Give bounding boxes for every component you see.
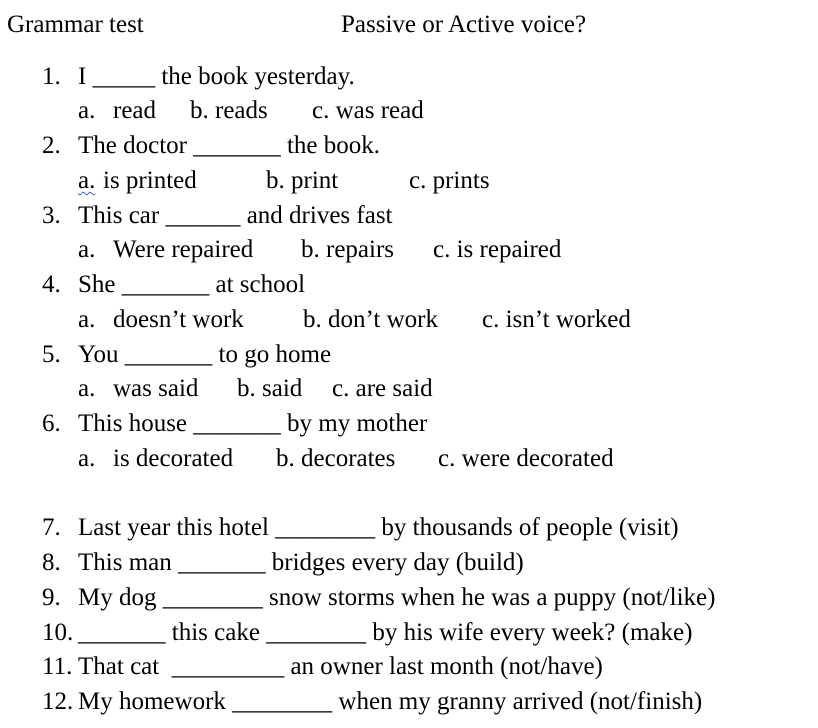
- option-a: doesn’t work: [113, 306, 244, 333]
- question-number: 5.: [42, 341, 61, 368]
- question-text: This house _______ by my mother: [78, 410, 428, 437]
- question-number: 9.: [42, 584, 61, 611]
- worksheet-title: Grammar test: [7, 11, 144, 38]
- option-a: is printed: [103, 167, 197, 194]
- question-text: My dog ________ snow storms when he was a puppy (not/like): [78, 584, 716, 611]
- option-c: c. prints: [409, 167, 490, 194]
- question-number: 7.: [42, 514, 61, 541]
- option-a: was said: [113, 375, 199, 402]
- option-b: b. repairs: [301, 236, 395, 263]
- question-text: This man _______ bridges every day (build): [78, 549, 524, 576]
- question-number: 4.: [42, 271, 61, 298]
- option-b: b. said: [237, 375, 303, 402]
- option-a: read: [113, 97, 157, 124]
- option-b: b. don’t work: [303, 306, 438, 333]
- question-number: 3.: [42, 202, 61, 229]
- question-number: 11.: [42, 653, 73, 680]
- option-c: c. isn’t worked: [482, 306, 631, 333]
- question-number: 2.: [42, 132, 61, 159]
- question-number: 12.: [42, 688, 74, 715]
- option-c: c. were decorated: [438, 445, 614, 472]
- option-b: b. reads: [190, 97, 268, 124]
- option-b: b. decorates: [276, 445, 396, 472]
- option-c: c. is repaired: [433, 236, 562, 263]
- option-a: Were repaired: [113, 236, 254, 263]
- question-text: This car ______ and drives fast: [78, 202, 393, 229]
- option-a: is decorated: [113, 445, 234, 472]
- option-label: a.: [78, 167, 96, 194]
- question-text: My homework ________ when my granny arrived (not/finish): [78, 688, 703, 715]
- question-text: _______ this cake ________ by his wife every week? (make): [78, 619, 693, 646]
- option-label: a.: [78, 375, 96, 402]
- question-number: 10.: [42, 619, 74, 646]
- question-number: 1.: [42, 63, 61, 90]
- question-text: The doctor _______ the book.: [78, 132, 381, 159]
- option-c: c. was read: [312, 97, 424, 124]
- option-c: c. are said: [332, 375, 433, 402]
- question-text: I _____ the book yesterday.: [78, 63, 355, 90]
- worksheet-subtitle: Passive or Active voice?: [341, 11, 587, 38]
- option-b: b. print: [266, 167, 339, 194]
- option-label: a.: [78, 445, 96, 472]
- option-label: a.: [78, 97, 96, 124]
- question-number: 6.: [42, 410, 61, 437]
- question-number: 8.: [42, 549, 61, 576]
- option-label: a.: [78, 236, 96, 263]
- question-text: Last year this hotel ________ by thousands of people (visit): [78, 514, 679, 541]
- question-text: You _______ to go home: [78, 341, 332, 368]
- question-text: That cat _________ an owner last month (not/have): [78, 653, 603, 680]
- option-label: a.: [78, 306, 96, 333]
- question-text: She _______ at school: [78, 271, 306, 298]
